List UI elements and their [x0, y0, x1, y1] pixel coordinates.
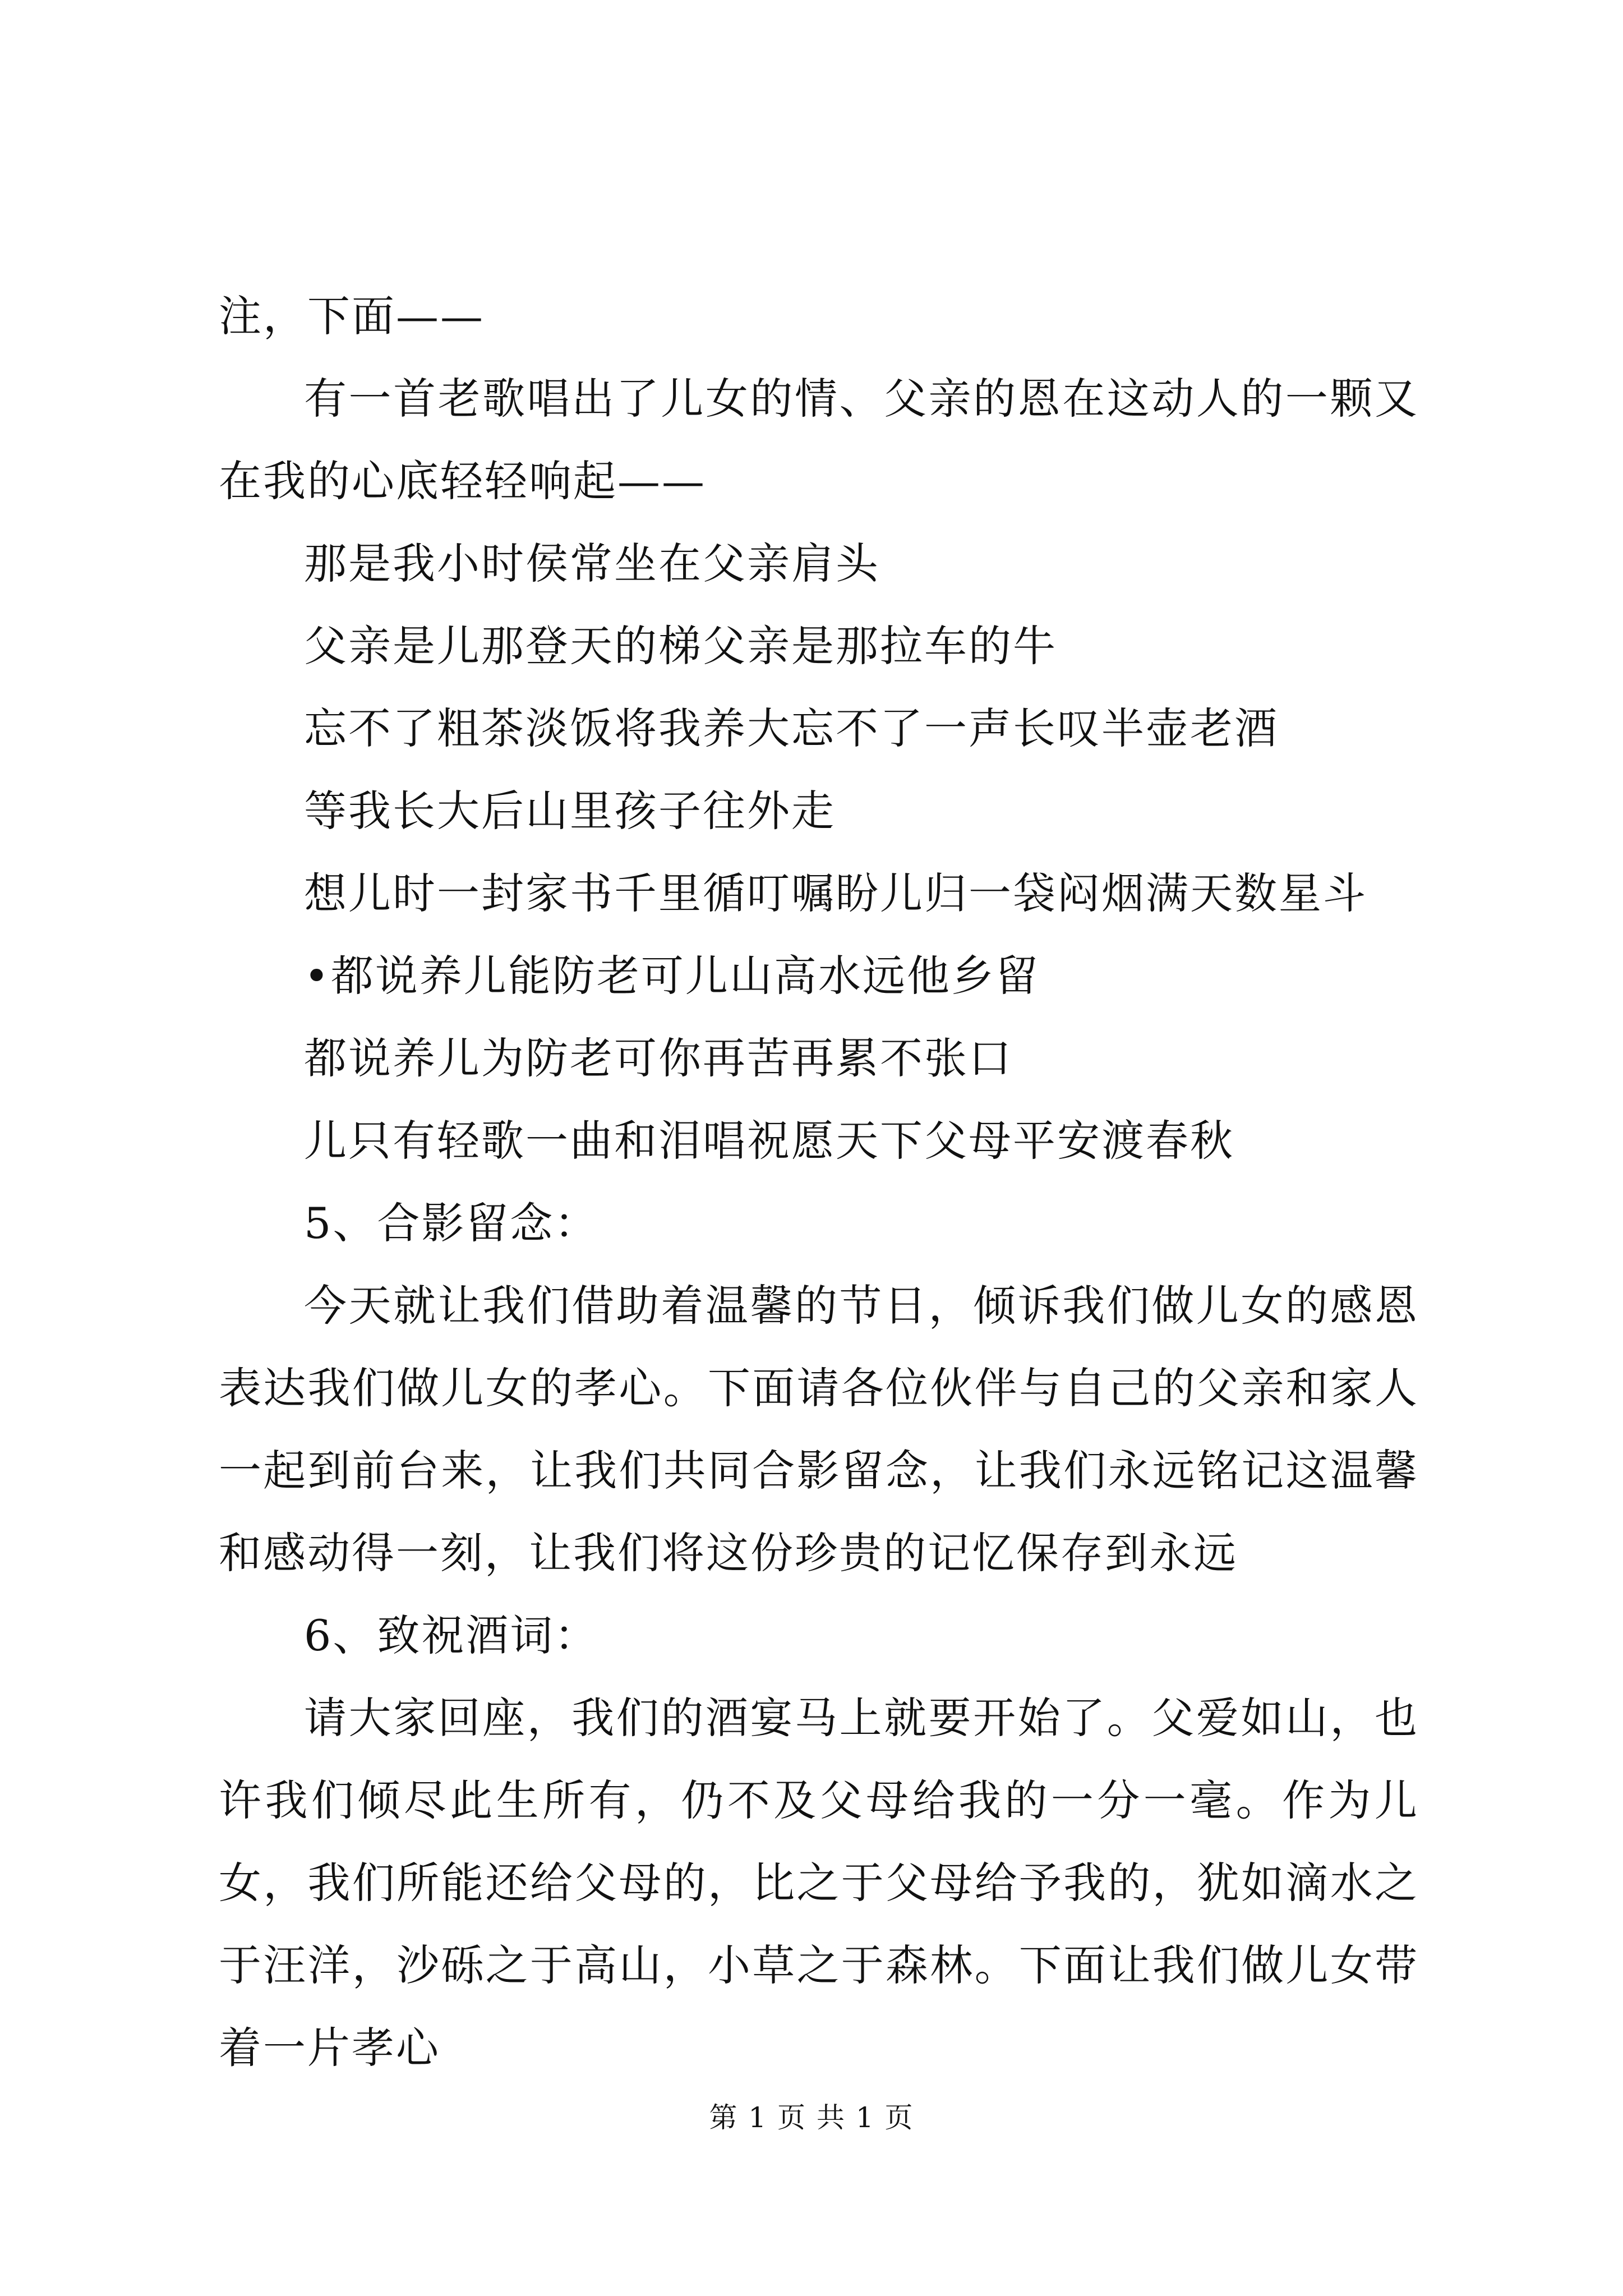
page-number-footer: 第 1 页 共 1 页	[709, 2101, 914, 2134]
paragraph: 注，下面——	[219, 291, 485, 341]
section-heading: 6、致祝酒词：	[304, 1611, 599, 1660]
lyric-line: 忘不了粗茶淡饭将我养大忘不了一声长叹半壶老酒	[304, 703, 1279, 753]
lyric-line: 想儿时一封家书千里循叮嘱盼儿归一袋闷烟满天数星斗	[304, 868, 1367, 918]
paragraph: 今天就让我们借助着温馨的节日，倾诉我们做儿女的感恩表达我们做儿女的孝心。下面请各位伙伴与自己的父亲和家人一起到前台来，让我们共同合影留念，让我们永远铭记这温馨和感动得一刻，让我们将这份珍贵的记忆保存到永远	[219, 1281, 1419, 1578]
section-heading: 5、合影留念：	[304, 1198, 599, 1248]
lyric-line: 儿只有轻歌一曲和泪唱祝愿天下父母平安渡春秋	[304, 1116, 1234, 1166]
lyric-line: 父亲是儿那登天的梯父亲是那拉车的牛	[304, 621, 1057, 671]
document-body	[219, 275, 1419, 2089]
lyric-line: •都说养儿能防老可儿山高水远他乡留	[304, 951, 1040, 1001]
lyric-line: 等我长大后山里孩子往外走	[304, 786, 836, 836]
lyric-line: 都说养儿为防老可你再苦再累不张口	[304, 1033, 1013, 1083]
lyric-line: 那是我小时侯常坐在父亲肩头	[304, 539, 880, 588]
paragraph: 请大家回座，我们的酒宴马上就要开始了。父爱如山，也许我们倾尽此生所有，仍不及父母给我的一分一毫。作为儿女，我们所能还给父母的，比之于父母给予我的，犹如滴水之于汪洋，沙砾之于高山，小草之于森林。下面让我们做儿女带着一片孝心	[219, 1693, 1419, 2073]
paragraph: 有一首老歌唱出了儿女的情、父亲的恩在这动人的一颗又在我的心底轻轻响起——	[219, 374, 1419, 506]
